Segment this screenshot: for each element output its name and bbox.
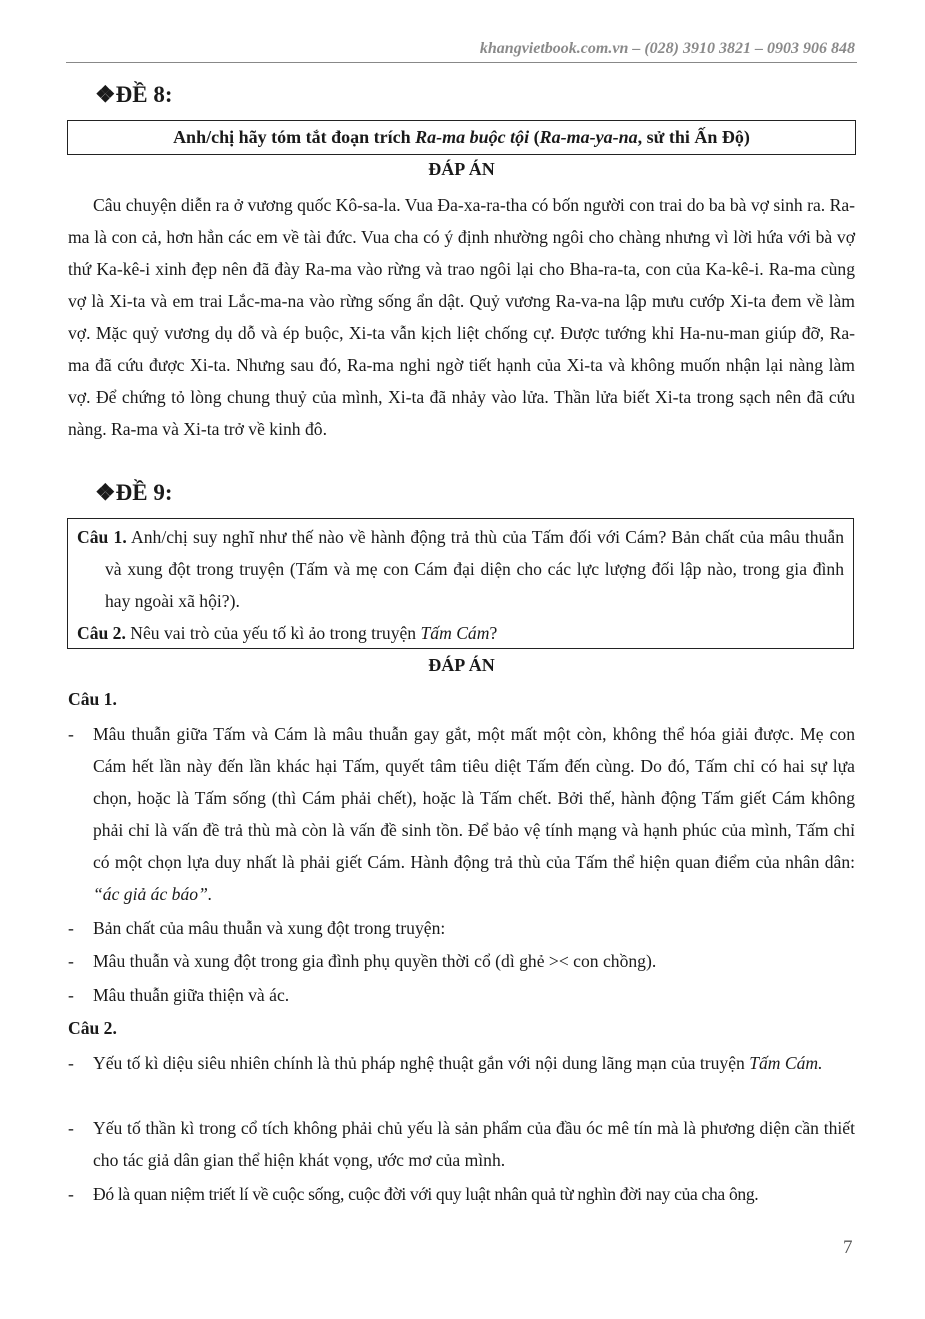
page-header: khangvietbook.com.vn – (028) 3910 3821 – 0903 906 848	[479, 40, 855, 57]
question-2-italic: Tấm Cám	[420, 623, 490, 643]
dash: -	[68, 724, 74, 744]
list-item	[68, 945, 855, 977]
question-source-italic: Ra-ma-ya-na	[539, 127, 638, 147]
list-item	[68, 979, 855, 1011]
list-item	[68, 1047, 855, 1079]
question-2-text: Nêu vai trò của yếu tố kì ảo trong truyện	[125, 623, 421, 643]
question-text: , sử thi Ấn Độ)	[637, 127, 750, 147]
list-item-text: Đó là quan niệm triết lí về cuộc sống, cuộc đời với quy luật nhân quả từ nghìn đời nay của cha ông.	[93, 1184, 759, 1204]
dash: -	[68, 1053, 74, 1073]
list-item-text: Mâu thuẫn giữa thiện và ác.	[93, 985, 290, 1005]
dash: -	[68, 985, 74, 1005]
page-number: 7	[843, 1237, 853, 1258]
question-2-label: Câu 2.	[77, 623, 126, 643]
answer-heading: ĐÁP ÁN	[428, 159, 495, 179]
question-box-de-9	[67, 518, 854, 649]
answer-heading: ĐÁP ÁN	[428, 655, 495, 675]
section-title-de-9: ❖ĐỀ 9:	[95, 480, 173, 505]
answer-2-label: Câu 2.	[68, 1018, 117, 1038]
list-item-text: Mâu thuẫn và xung đột trong gia đình phụ quyền thời cổ (dì ghẻ >< con chồng).	[93, 951, 657, 971]
title-italic: Tấm Cám.	[749, 1053, 823, 1073]
list-item-text: Yếu tố kì diệu siêu nhiên chính là thủ pháp nghệ thuật gắn với nội dung lãng mạn của truyện	[93, 1053, 750, 1073]
list-item	[68, 1178, 855, 1210]
question-text: Anh/chị hãy tóm tắt đoạn trích	[173, 127, 416, 147]
question-title-italic: Ra-ma buộc tội	[415, 127, 530, 147]
list-item-text: Yếu tố thần kì trong cổ tích không phải chủ yếu là sản phẩm của đầu óc mê tín mà là phương diện cần thiết cho tác giả dân gian thể hiện khát vọng, ước mơ của mình.	[93, 1118, 855, 1170]
question-2-end: ?	[489, 623, 498, 643]
question-2	[77, 617, 844, 649]
section-title-de-8: ❖ĐỀ 8:	[95, 82, 173, 107]
question-text: (	[529, 127, 540, 147]
question-box-de-8	[67, 120, 856, 155]
list-item	[68, 1112, 855, 1176]
list-item	[68, 718, 855, 910]
dash: -	[68, 1184, 74, 1204]
question-1-label: Câu 1.	[77, 527, 127, 547]
header-rule	[66, 62, 857, 63]
list-item-text: Mâu thuẫn giữa Tấm và Cám là mâu thuẫn gay gắt, một mất một còn, không thể hóa giải được. Mẹ con Cám hết lần này đến lần khác hại Tấm, quyết tâm tiêu diệt Tấm đến cùng. Do đó, Tấm chỉ có hai sự lựa chọn, hoặc là Tấm sống (thì Cám phải chết), hoặc là Tấm chết. Bởi thế, hành động Tấm giết Cám không phải chỉ là vấn đề trả thù mà còn là vấn đề sinh tồn. Để bảo vệ tính mạng và hạnh phúc của mình, Tấm chỉ có một chọn lựa duy nhất là phải giết Cám. Hành động trả thù của Tấm thể hiện quan điểm của nhân dân:	[93, 724, 855, 872]
dash: -	[68, 1118, 74, 1138]
quote-italic: “ác giả ác báo”.	[93, 884, 213, 904]
question-1-text: Anh/chị suy nghĩ như thế nào về hành động trả thù của Tấm đối với Cám? Bản chất của mâu thuẫn và xung đột trong truyện (Tấm và mẹ con Cám đại diện cho các lực lượng đối lập nào, trong gia đình hay ngoài xã hội?).	[105, 527, 844, 611]
answer-1-label: Câu 1.	[68, 689, 117, 709]
list-item-text: Bản chất của mâu thuẫn và xung đột trong truyện:	[93, 918, 446, 938]
list-item	[68, 912, 855, 944]
question-1	[77, 521, 844, 617]
answer-paragraph: Câu chuyện diễn ra ở vương quốc Kô-sa-la. Vua Đa-xa-ra-tha có bốn người con trai do ba bà vợ sinh ra. Ra-ma là con cả, hơn hẳn các em về tài đức. Vua cha có ý định nhường ngôi cho chàng nhưng vì lời hứa với bà vợ thứ Ka-kê-i xinh đẹp nên đã đày Ra-ma vào rừng và trao ngôi lại cho Bha-ra-ta, con của Ka-kê-i. Ra-ma cùng vợ là Xi-ta và em trai Lắc-ma-na vào rừng sống ẩn dật. Quỷ vương Ra-va-na lập mưu cướp Xi-ta đem về làm vợ. Mặc quỷ vương dụ dỗ và ép buộc, Xi-ta vẫn kịch liệt chống cự. Được tướng khỉ Ha-nu-man giúp đỡ, Ra-ma đã cứu được Xi-ta. Nhưng sau đó, Ra-ma nghi ngờ tiết hạnh của Xi-ta và không muốn nhận lại nàng làm vợ. Để chứng tỏ lòng chung thuỷ của mình, Xi-ta đã nhảy vào lửa. Thần lửa biết Xi-ta trong sạch nên đã cứu nàng. Ra-ma và Xi-ta trở về kinh đô.	[68, 195, 855, 439]
dash: -	[68, 918, 74, 938]
dash: -	[68, 951, 74, 971]
